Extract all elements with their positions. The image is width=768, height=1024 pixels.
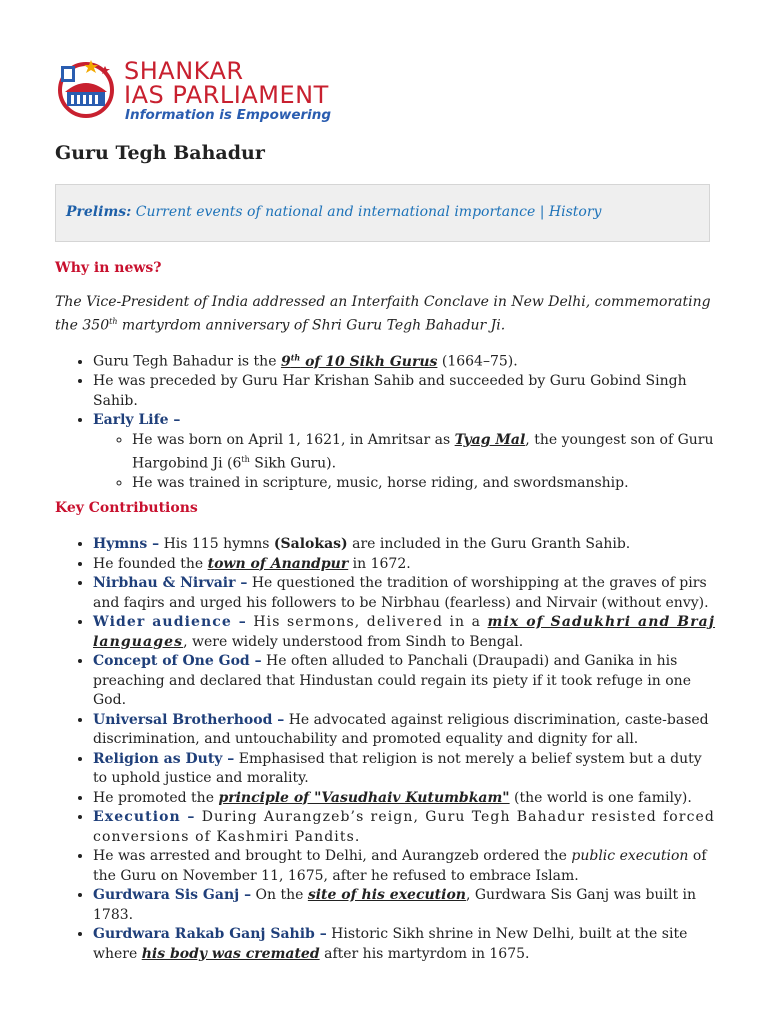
list-item: • He founded the town of Anandpur in 1672. [93,555,715,575]
intro-paragraph: The Vice-President of India addressed an Interfaith Conclave in New Delhi, commemorating the 350th martyrdom anniversary of Shri Guru Tegh Bahadur Ji. [55,294,711,334]
parliament-logo-icon [55,56,117,118]
article-title: Guru Tegh Bahadur [55,142,265,164]
list-item: • Religion as Duty – Emphasised that religion is not merely a belief system but a duty to uphold justice and morality. [93,750,715,789]
logo-text-shankar: SHANKAR [124,57,244,85]
list-item: • Guru Tegh Bahadur is the 9th of 10 Sikh Gurus (1664–75). [93,348,715,372]
brand-logo[interactable] [55,56,395,126]
list-item: • Nirbhau & Nirvair – He questioned the tradition of worshipping at the graves of pirs and faqirs and urged his followers to be Nirbhau (fearless) and Nirvair (without envy). [93,574,715,613]
list-item: • Execution – During Aurangzeb’s reign, Guru Tegh Bahadur resisted forced conversions of Kashmiri Pandits. [93,808,715,847]
list-item: • Wider audience – His sermons, delivered in a mix of Sadukhri and Braj languages, were widely understood from Sindh to Bengal. [93,613,715,652]
prelims-box [55,184,710,242]
list-item: • Gurdwara Sis Ganj – On the site of his execution, Gurdwara Sis Ganj was built in 1783. [93,886,715,925]
logo-tagline: Information is Empowering [125,107,332,123]
list-item-early-life: • Early Life – ◦ He was born on April 1, 1621, in Amritsar as Tyag Mal, the youngest son of Guru Hargobind Ji (6th Sikh Guru). ◦ He was trained in scripture, music, horse riding, and swordsmanship. [93,411,715,494]
list-item: • Universal Brotherhood – He advocated against religious discrimination, caste-based discrimination, and untouchability and promoted equality and dignity for all. [93,711,715,750]
key-contributions-list [55,535,715,964]
list-item: • Gurdwara Rakab Ganj Sahib – Historic Sikh shrine in New Delhi, built at the site where his body was cremated after his martyrdom in 1675. [93,925,715,964]
list-item: • Hymns – His 115 hymns (Salokas) are included in the Guru Granth Sahib. [93,535,715,555]
list-item: • He promoted the principle of "Vasudhaiv Kutumbkam" (the world is one family). [93,789,715,809]
list-item: • He was preceded by Guru Har Krishan Sahib and succeeded by Guru Gobind Singh Sahib. [93,372,715,411]
key-contributions-heading: Key Contributions [55,500,198,516]
sub-list-item: ◦ He was born on April 1, 1621, in Amritsar as Tyag Mal, the youngest son of Guru Hargobind Ji (6th Sikh Guru). [132,431,715,475]
logo-text-ias-parliament: IAS PARLIAMENT [124,81,329,109]
list-item: • Concept of One God – He often alluded to Panchali (Draupadi) and Ganika in his preaching and declared that Hindustan could regain its piety if it took refuge in one God. [93,652,715,711]
prelims-label: Prelims: [66,204,132,220]
why-in-news-list [55,348,715,494]
why-in-news-heading: Why in news? [55,260,162,276]
sub-list-item: ◦ He was trained in scripture, music, horse riding, and swordsmanship. [132,474,715,494]
list-item: • He was arrested and brought to Delhi, and Aurangzeb ordered the public execution of the Guru on November 11, 1675, after he refused to embrace Islam. [93,847,715,886]
prelims-topics-link[interactable]: Current events of national and international importance | History [135,204,602,220]
